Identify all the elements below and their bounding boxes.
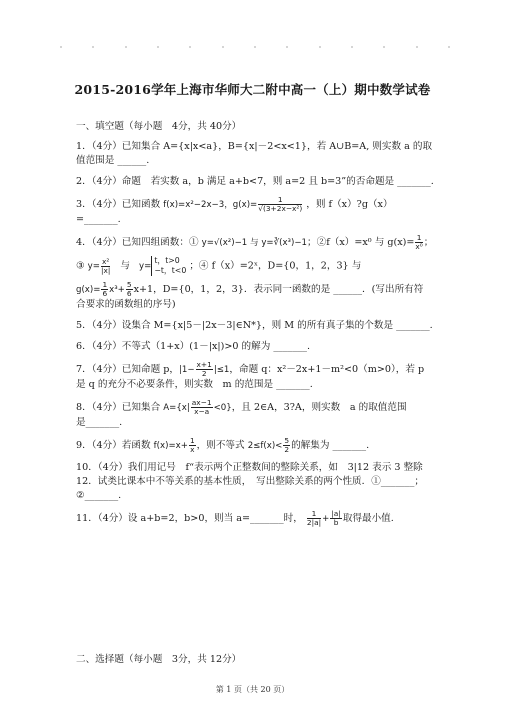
fraction: $\frac{1}{2|a|}$ — [306, 509, 322, 527]
question-text: 12．试类比课本中不等关系的基本性质， 写出整除关系的两个性质．①_______； — [76, 476, 424, 487]
question-text: ，则不等式 — [196, 440, 245, 451]
page-footer: 第 1 页（共 20 页） — [215, 685, 290, 694]
question-text: ，命题 q：x²－2x+1－m²<0（m>0），若 p — [229, 364, 425, 375]
question-text: ，则 f（x）?g（x）=_______. — [76, 199, 393, 225]
question-text: ；②f（x）=x⁰ 与 g(x)= — [307, 237, 415, 248]
fraction: $\frac{1}{\text{√(3+2x−x²)}}$ — [258, 195, 303, 213]
question-1 — [76, 140, 436, 168]
question-5 — [76, 319, 436, 333]
question-text: ②_______. — [76, 490, 122, 501]
question-line — [76, 281, 436, 312]
section-heading: 一、填空题（每小题 4分，共 40分） — [76, 121, 242, 132]
section-heading: 二、选择题（每小题 3分，共 12分） — [76, 654, 242, 665]
page-title: 2015-2016学年上海市华师大二附中高一（上）期中数学试卷 — [74, 82, 431, 97]
question-3 — [76, 196, 436, 227]
formula: A={x| — [163, 403, 190, 413]
fraction: $\frac{1}{x}$ — [189, 436, 195, 454]
question-text: 2．（4分）命题 若实数 a，b 满足 a+b<7，则 a=2 且 b=3”的否命题是 _______. — [76, 176, 434, 187]
question-6 — [76, 340, 436, 354]
fraction: $\frac{ax-1}{x-a}$ — [191, 398, 212, 416]
question-9 — [76, 437, 436, 454]
question-text: 取得最小值. — [342, 513, 394, 524]
question-text: 8．（4分）已知集合 — [76, 402, 161, 413]
formula: y= — [87, 261, 100, 272]
formula: |1− — [178, 365, 195, 375]
question-text: 是 q 的充分不必要条件，则实数 m 的范围是 _______. — [76, 379, 313, 390]
formula: + — [322, 514, 330, 524]
formula: <0} — [213, 403, 232, 413]
fraction: $\frac{\text{x²}}{|x|}$ — [100, 256, 111, 275]
question-text: ；④ f（x）=2ˣ，D={0，1，2，3} 与 — [189, 260, 362, 272]
question-8 — [76, 399, 436, 430]
question-4 — [76, 234, 436, 312]
question-text: ③ — [76, 260, 85, 272]
formula: y=√(x²)−1 与 y=∛(x³)−1 — [201, 238, 308, 248]
question-10 — [76, 461, 436, 503]
question-text: 7．（4分）已知命题 p， — [76, 364, 179, 375]
fraction: $\frac{5}{2}$ — [284, 436, 290, 454]
question-text: 的解集为 _______. — [291, 440, 370, 451]
question-text: ，且 2∈A，3?A，则实数 a 的取值范围 — [231, 402, 407, 413]
question-line — [76, 256, 436, 276]
question-text: 合要求的函数组的序号) — [76, 299, 176, 310]
question-text: 11．（4分）设 a+b=2，b>0，则当 a=_______时， — [76, 513, 303, 524]
fraction: $\frac{1}{\text{x⁰}}$ — [415, 233, 423, 251]
fraction: $\frac{1}{6}$ — [102, 280, 108, 298]
formula: |≤1 — [213, 365, 230, 375]
question-2 — [76, 175, 436, 189]
formula: 2≤f(x)< — [247, 441, 283, 451]
question-text: 9．（4分）若函数 — [76, 440, 151, 451]
question-text: ； — [423, 237, 434, 248]
question-text: 10．（4分）我们用记号 f“表示两个正整数间的整除关系，如 3|12 表示 3 整除 — [76, 462, 423, 473]
question-text: 是_______. — [76, 417, 123, 428]
question-text: 1．（4分）已知集合 A={x|x<a}，B={x|－2<x<1}，若 A∪B=A, 则实数 a 的取 — [76, 141, 433, 152]
question-text: 值范围是 ______. — [76, 155, 150, 166]
question-text: 3．（4分）已知函数 — [76, 199, 161, 210]
fraction: $\frac{|a|}{b}$ — [331, 509, 341, 527]
formula: g(x)= — [76, 285, 101, 295]
question-text: 与 — [120, 260, 130, 272]
question-text: 5．（4分）设集合 M={x|5－|2x－3|∈N*}，则 M 的所有真子集的个数是 _______. — [76, 320, 433, 331]
question-text: x+1，D={0，1，2，3}．表示同一函数的是 ______．(写出所有符 — [133, 284, 424, 295]
formula: y= — [139, 261, 152, 272]
question-text: 4．（4分）已知四组函数：① — [76, 237, 199, 248]
header-dots — [60, 46, 450, 48]
question-11 — [76, 510, 436, 527]
question-text: 6．（4分）不等式（1+x）(1－|x|)>0 的解为 _______. — [76, 341, 311, 352]
fraction: $\frac{x+1}{2}$ — [196, 360, 212, 378]
formula: x³+ — [109, 285, 125, 295]
question-list — [76, 120, 436, 534]
formula: f(x)=x+ — [153, 441, 188, 451]
formula: f(x)=x²−2x−3，g(x)= — [163, 200, 258, 210]
question-7 — [76, 361, 436, 392]
fraction: $\frac{5}{6}$ — [126, 280, 132, 298]
piecewise-brace: t，t>0 −t，t<0 — [151, 256, 186, 276]
